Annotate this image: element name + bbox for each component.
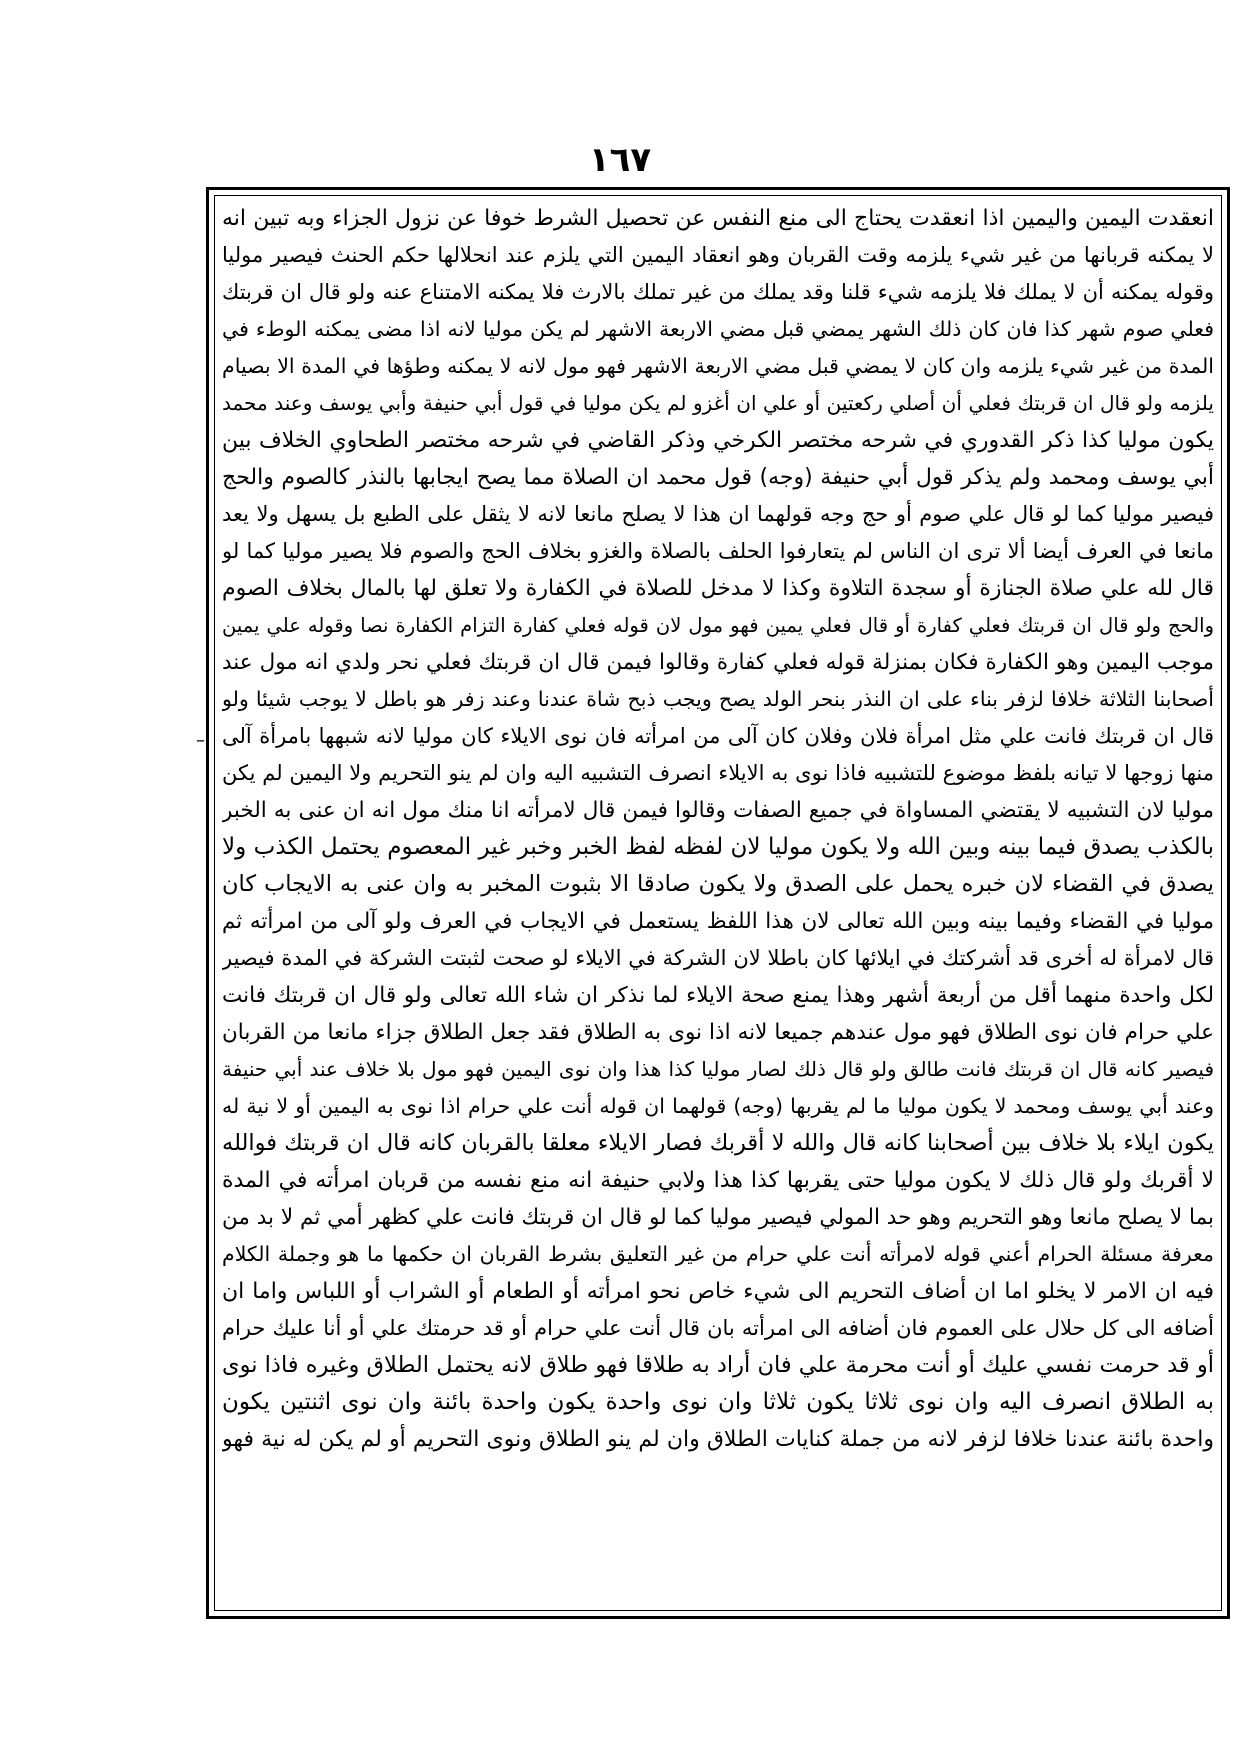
text-line: لكل واحدة منهما أقل من أربعة أشهر وهذا يمنع صحة الايلاء لما نذكر ان شاء الله تعالى ولو قال ان قربتك فانت <box>222 983 1214 1008</box>
main-text-block <box>222 200 1214 1604</box>
margin-mark-icon: – <box>196 730 205 751</box>
text-line: أو قد حرمت نفسي عليك أو أنت محرمة علي فان أراد به طلاقا فهو طلاق لانه يحتمل الطلاق وغيره فاذا نوى <box>222 1352 1214 1378</box>
text-line: وقوله يمكنه أن لا يملك فلا يلزمه شيء قلنا وقد يملك من غير تملك بالارث فلا يمكنه الامتناع عنه ولو قال ان قربتك <box>222 280 1214 304</box>
text-line: علي حرام فان نوى الطلاق فهو مول عندهم جميعا لانه اذا نوى به الطلاق فقد جعل الطلاق جزاء مانعا من القربان <box>222 1020 1214 1045</box>
text-line: يكون موليا كذا ذكر القدوري في شرحه مختصر الكرخي وذكر القاضي في شرحه مختصر الطحاوي الخلاف بين <box>222 428 1214 453</box>
text-line: موليا في القضاء وفيما بينه وبين الله تعالى لان هذا اللفظ يستعمل في الايجاب في العرف ولو آلى من امرأته ثم <box>222 909 1214 934</box>
text-line: فيه ان الامر لا يخلو اما ان أضاف التحريم الى شيء خاص نحو امرأته أو الطعام أو الشراب أو اللباس واما ان <box>222 1279 1214 1304</box>
text-line: قال ان قربتك فانت علي مثل امرأة فلان وفلان كان آلى من امرأته فان نوى الايلاء كان موليا لانه شبهها بامرأة آلى <box>222 724 1214 748</box>
text-line: انعقدت اليمين واليمين اذا انعقدت يحتاج الى منع النفس عن تحصيل الشرط خوفا عن نزول الجزاء وبه تبين انه <box>222 206 1214 231</box>
text-line: به الطلاق انصرف اليه وان نوى ثلاثا يكون ثلاثا وان نوى واحدة يكون واحدة بائنة وان نوى اثنتين يكون <box>222 1389 1214 1415</box>
text-line: قال لله علي صلاة الجنازة أو سجدة التلاوة وكذا لا مدخل للصلاة في الكفارة ولا تعلق لها بالمال بخلاف الصوم <box>222 576 1214 601</box>
text-line: أبي يوسف ومحمد ولم يذكر قول أبي حنيفة (وجه) قول محمد ان الصلاة مما يصح ايجابها بالنذر كالصوم والحج <box>222 465 1214 490</box>
text-line: مانعا في العرف أيضا ألا ترى ان الناس لم يتعارفوا الحلف بالصلاة والغزو بخلاف الحج والصوم فلا يصير موليا كما لو <box>222 539 1214 563</box>
text-line: بالكذب يصدق فيما بينه وبين الله ولا يكون موليا لان لفظه لفظ الخبر وخبر غير المعصوم يحتمل الكذب ولا <box>222 834 1214 860</box>
text-line: قال لامرأة له أخرى قد أشركتك في ايلائها كان باطلا لان الشركة في الايلاء لو صحت لثبتت الشركة في المدة فيصير <box>222 946 1214 970</box>
text-line: لا أقربك ولو قال ذلك لا يكون موليا حتى يقربها كذا هذا ولابي حنيفة انه منع نفسه من قربان امرأته في المدة <box>222 1168 1214 1193</box>
text-line: موجب اليمين وهو الكفارة فكان بمنزلة قوله فعلي كفارة وقالوا فيمن قال ان قربتك فعلي نحر ولدي انه مول عند <box>222 650 1214 675</box>
text-line: يصدق في القضاء لان خبره يحمل على الصدق ولا يكون صادقا الا بثبوت المخبر به وان عنى به الايجاب كان <box>222 871 1214 897</box>
text-line: واحدة بائنة عندنا خلافا لزفر لانه من جملة كنايات الطلاق وان لم ينو الطلاق ونوى التحريم أو لم يكن له نية فهو <box>222 1427 1214 1452</box>
text-line: والحج ولو قال ان قربتك فعلي كفارة أو قال فعلي يمين فهو مول لان قوله فعلي كفارة التزام الكفارة نصا وقوله علي يمين <box>222 614 1214 637</box>
text-line: أضافه الى كل حلال على العموم فان أضافه الى امرأته بان قال أنت علي حرام أو قد حرمتك علي أو أنا عليك حرام <box>222 1316 1214 1340</box>
text-line: المدة من غير شيء يلزمه وان كان لا يمضي قبل مضي الاربعة الاشهر فهو مول لانه لا يمكنه وطؤها في المدة الا بصيام <box>222 354 1214 378</box>
text-line: منها زوجها لا تيانه بلفظ موضوع للتشبيه فاذا نوى به الايلاء انصرف التشبيه اليه وان لم ينو التحريم ولا اليمين لم يكن <box>222 761 1214 785</box>
text-line: وعند أبي يوسف ومحمد لا يكون موليا ما لم يقربها (وجه) قولهما ان قوله أنت علي حرام اذا نوى به اليمين أو لا نية له <box>222 1094 1214 1118</box>
text-line: فيصير موليا كما لو قال علي صوم أو حج وجه قولهما ان هذا لا يصلح مانعا لانه لا يثقل على الطبع بل يسهل ولا يعد <box>222 502 1214 526</box>
text-line: يكون ايلاء بلا خلاف بين أصحابنا كانه قال والله لا أقربك فصار الايلاء معلقا بالقربان كانه قال ان قربتك فوالله <box>222 1130 1214 1156</box>
page-number: ١٦٧ <box>588 140 652 180</box>
text-line: معرفة مسئلة الحرام أعني قوله لامرأته أنت علي حرام من غير التعليق بشرط القربان ان حكمها ما هو وجملة الكلام <box>222 1242 1214 1266</box>
text-line: بما لا يصلح مانعا وهو التحريم وهو حد المولي فيصير موليا كما لو قال ان قربتك فانت علي كظهر أمي ثم لا بد من <box>222 1205 1214 1230</box>
text-line: أصحابنا الثلاثة خلافا لزفر بناء على ان النذر بنحر الولد يصح ويجب ذبح شاة عندنا وعند زفر هو باطل لا يوجب شيئا ولو <box>222 687 1214 711</box>
text-line: فيصير كانه قال ان قربتك فانت طالق ولو قال ذلك لصار موليا كذا هذا وان نوى اليمين فهو مول بلا خلاف عند أبي حنيفة <box>222 1057 1214 1081</box>
text-line: لا يمكنه قربانها من غير شيء يلزمه وقت القربان وهو انعقاد اليمين التي يلزم عند انحلالها حكم الحنث فيصير موليا <box>222 243 1214 267</box>
text-line: يلزمه ولو قال ان قربتك فعلي أن أصلي ركعتين أو علي ان أغزو لم يكن موليا في قول أبي حنيفة وأبي يوسف وعند محمد <box>222 391 1214 415</box>
text-line: موليا لان التشبيه لا يقتضي المساواة في جميع الصفات وقالوا فيمن قال لامرأته انا منك مول انه ان عنى به الخبر <box>222 798 1214 823</box>
text-line: فعلي صوم شهر كذا فان كان ذلك الشهر يمضي قبل مضي الاربعة الاشهر لم يكن موليا لانه اذا مضى يمكنه الوطء في <box>222 317 1214 341</box>
